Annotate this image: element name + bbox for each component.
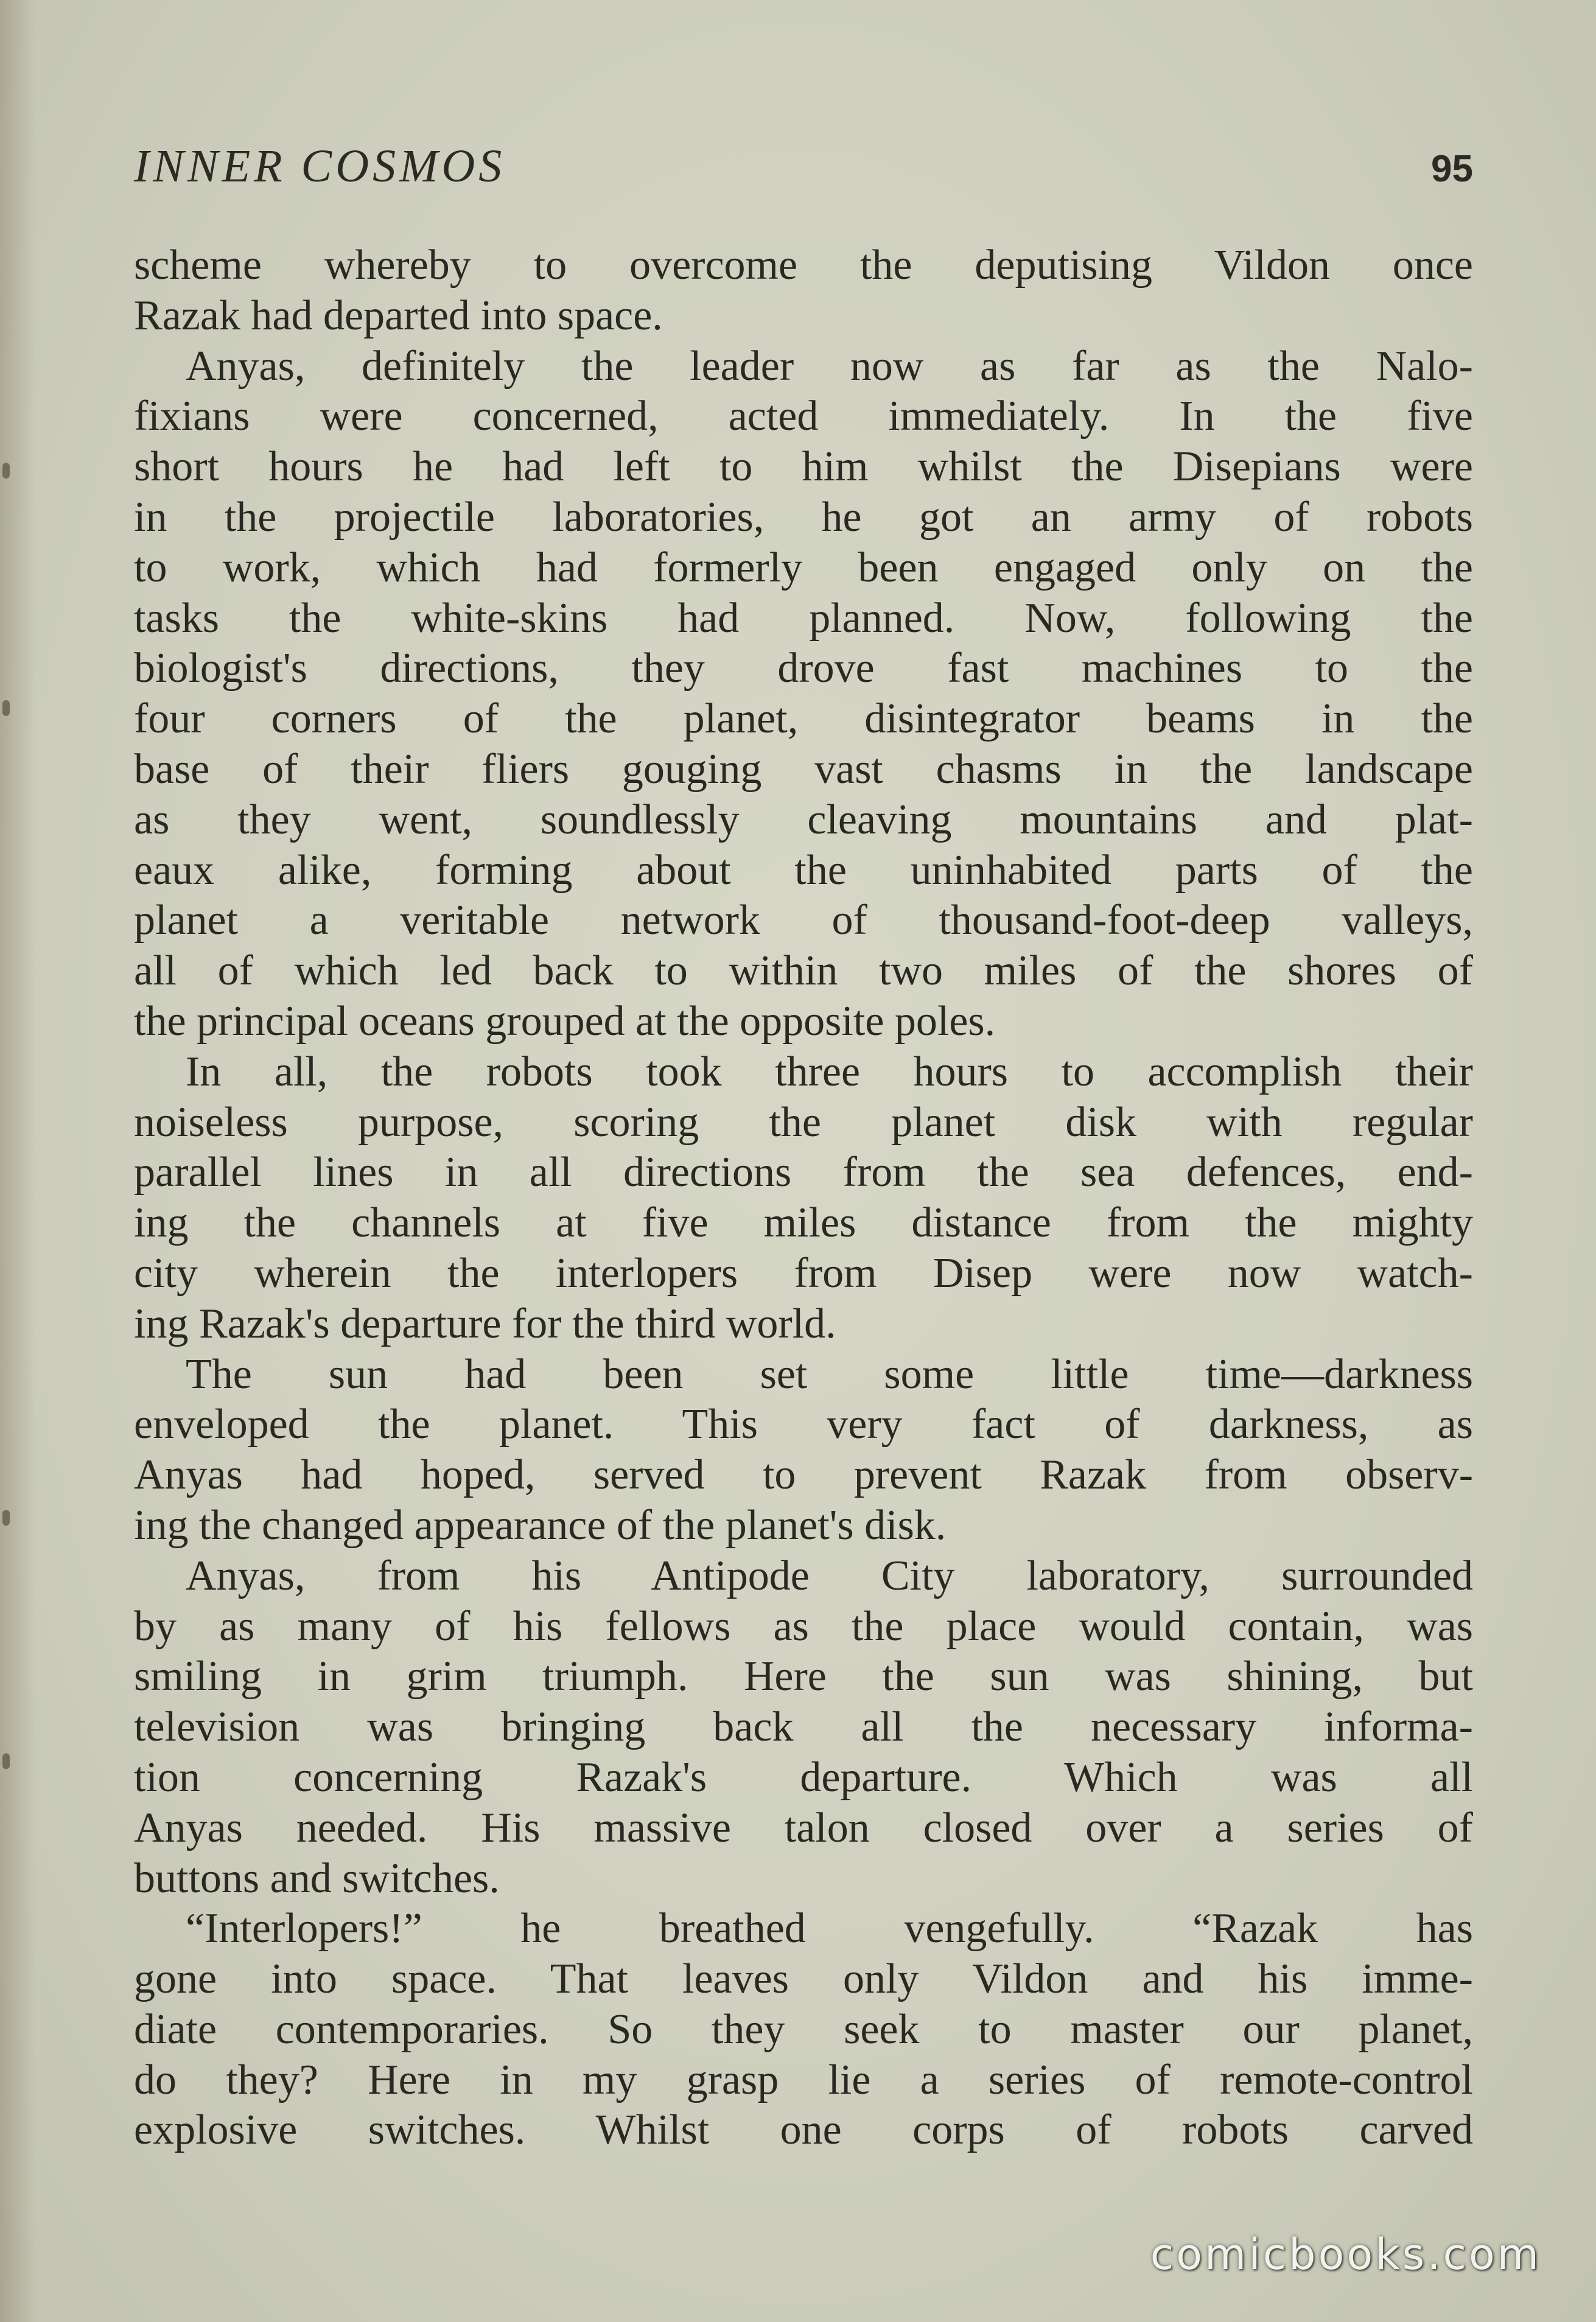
text-line: smiling in grim triumph. Here the sun was shining, but	[134, 1653, 1473, 1700]
text-line: do they? Here in my grasp lie a series of remote-control	[134, 2056, 1473, 2103]
text-line: In all, the robots took three hours to accomplish their	[186, 1048, 1473, 1095]
text-line: base of their fliers gouging vast chasms in the landscape	[134, 745, 1473, 793]
spine-shadow	[0, 0, 37, 2322]
running-head	[134, 140, 1473, 201]
text-line: scheme whereby to overcome the deputising Vildon once	[134, 242, 1473, 289]
text-line: tasks the white-skins had planned. Now, following the	[134, 594, 1473, 642]
edge-mark	[2, 700, 10, 716]
text-line: television was bringing back all the necessary informa-	[134, 1703, 1473, 1751]
page-number: 95	[1431, 148, 1473, 190]
text-line: Anyas had hoped, served to prevent Razak from observ-	[134, 1451, 1473, 1499]
text-line: planet a veritable network of thousand-foot-deep valleys,	[134, 897, 1473, 944]
text-line: by as many of his fellows as the place would contain, was	[134, 1602, 1473, 1650]
text-line: tion concerning Razak's departure. Which was all	[134, 1753, 1473, 1801]
watermark: comicbooks.com	[1150, 2229, 1541, 2279]
text-line: in the projectile laboratories, he got an army of robots	[134, 493, 1473, 541]
text-line: explosive switches. Whilst one corps of robots carved	[134, 2106, 1473, 2154]
text-line: buttons and switches.	[134, 1854, 500, 1902]
running-title: INNER COSMOS	[134, 141, 506, 192]
text-line: ing the changed appearance of the planet's disk.	[134, 1501, 947, 1549]
text-line: short hours he had left to him whilst the Disepians were	[134, 443, 1473, 491]
edge-mark	[2, 1510, 10, 1526]
text-line: four corners of the planet, disintegrator beams in the	[134, 695, 1473, 743]
text-line: the principal oceans grouped at the opposite poles.	[134, 997, 996, 1045]
text-line: city wherein the interlopers from Disep were now watch-	[134, 1249, 1473, 1297]
body-text	[134, 240, 1473, 2156]
text-line: Anyas, from his Antipode City laboratory, surrounded	[186, 1552, 1473, 1599]
text-line: enveloped the planet. This very fact of darkness, as	[134, 1401, 1473, 1448]
text-line: “Interlopers!” he breathed vengefully. “Razak has	[186, 1905, 1473, 1952]
text-line: ing Razak's departure for the third world.	[134, 1300, 836, 1347]
text-line: noiseless purpose, scoring the planet disk with regular	[134, 1098, 1473, 1146]
text-line: gone into space. That leaves only Vildon and his imme-	[134, 1955, 1473, 2003]
text-line: diate contemporaries. So they seek to master our planet,	[134, 2005, 1473, 2053]
text-line: all of which led back to within two miles of the shores of	[134, 947, 1473, 995]
edge-mark	[2, 1753, 10, 1769]
text-line: Anyas, definitely the leader now as far as the Nalo-	[186, 342, 1473, 390]
text-line: eaux alike, forming about the uninhabited parts of the	[134, 846, 1473, 894]
text-line: as they went, soundlessly cleaving mountains and plat-	[134, 796, 1473, 843]
text-line: ing the channels at five miles distance from the mighty	[134, 1199, 1473, 1247]
text-line: Razak had departed into space.	[134, 292, 663, 339]
text-line: parallel lines in all directions from the sea defences, end-	[134, 1149, 1473, 1196]
edge-mark	[2, 463, 10, 479]
text-line: The sun had been set some little time—darkness	[186, 1350, 1473, 1398]
text-line: fixians were concerned, acted immediately. In the five	[134, 393, 1473, 440]
text-line: biologist's directions, they drove fast machines to the	[134, 645, 1473, 692]
text-line: to work, which had formerly been engaged only on the	[134, 544, 1473, 591]
text-line: Anyas needed. His massive talon closed over a series of	[134, 1804, 1473, 1851]
